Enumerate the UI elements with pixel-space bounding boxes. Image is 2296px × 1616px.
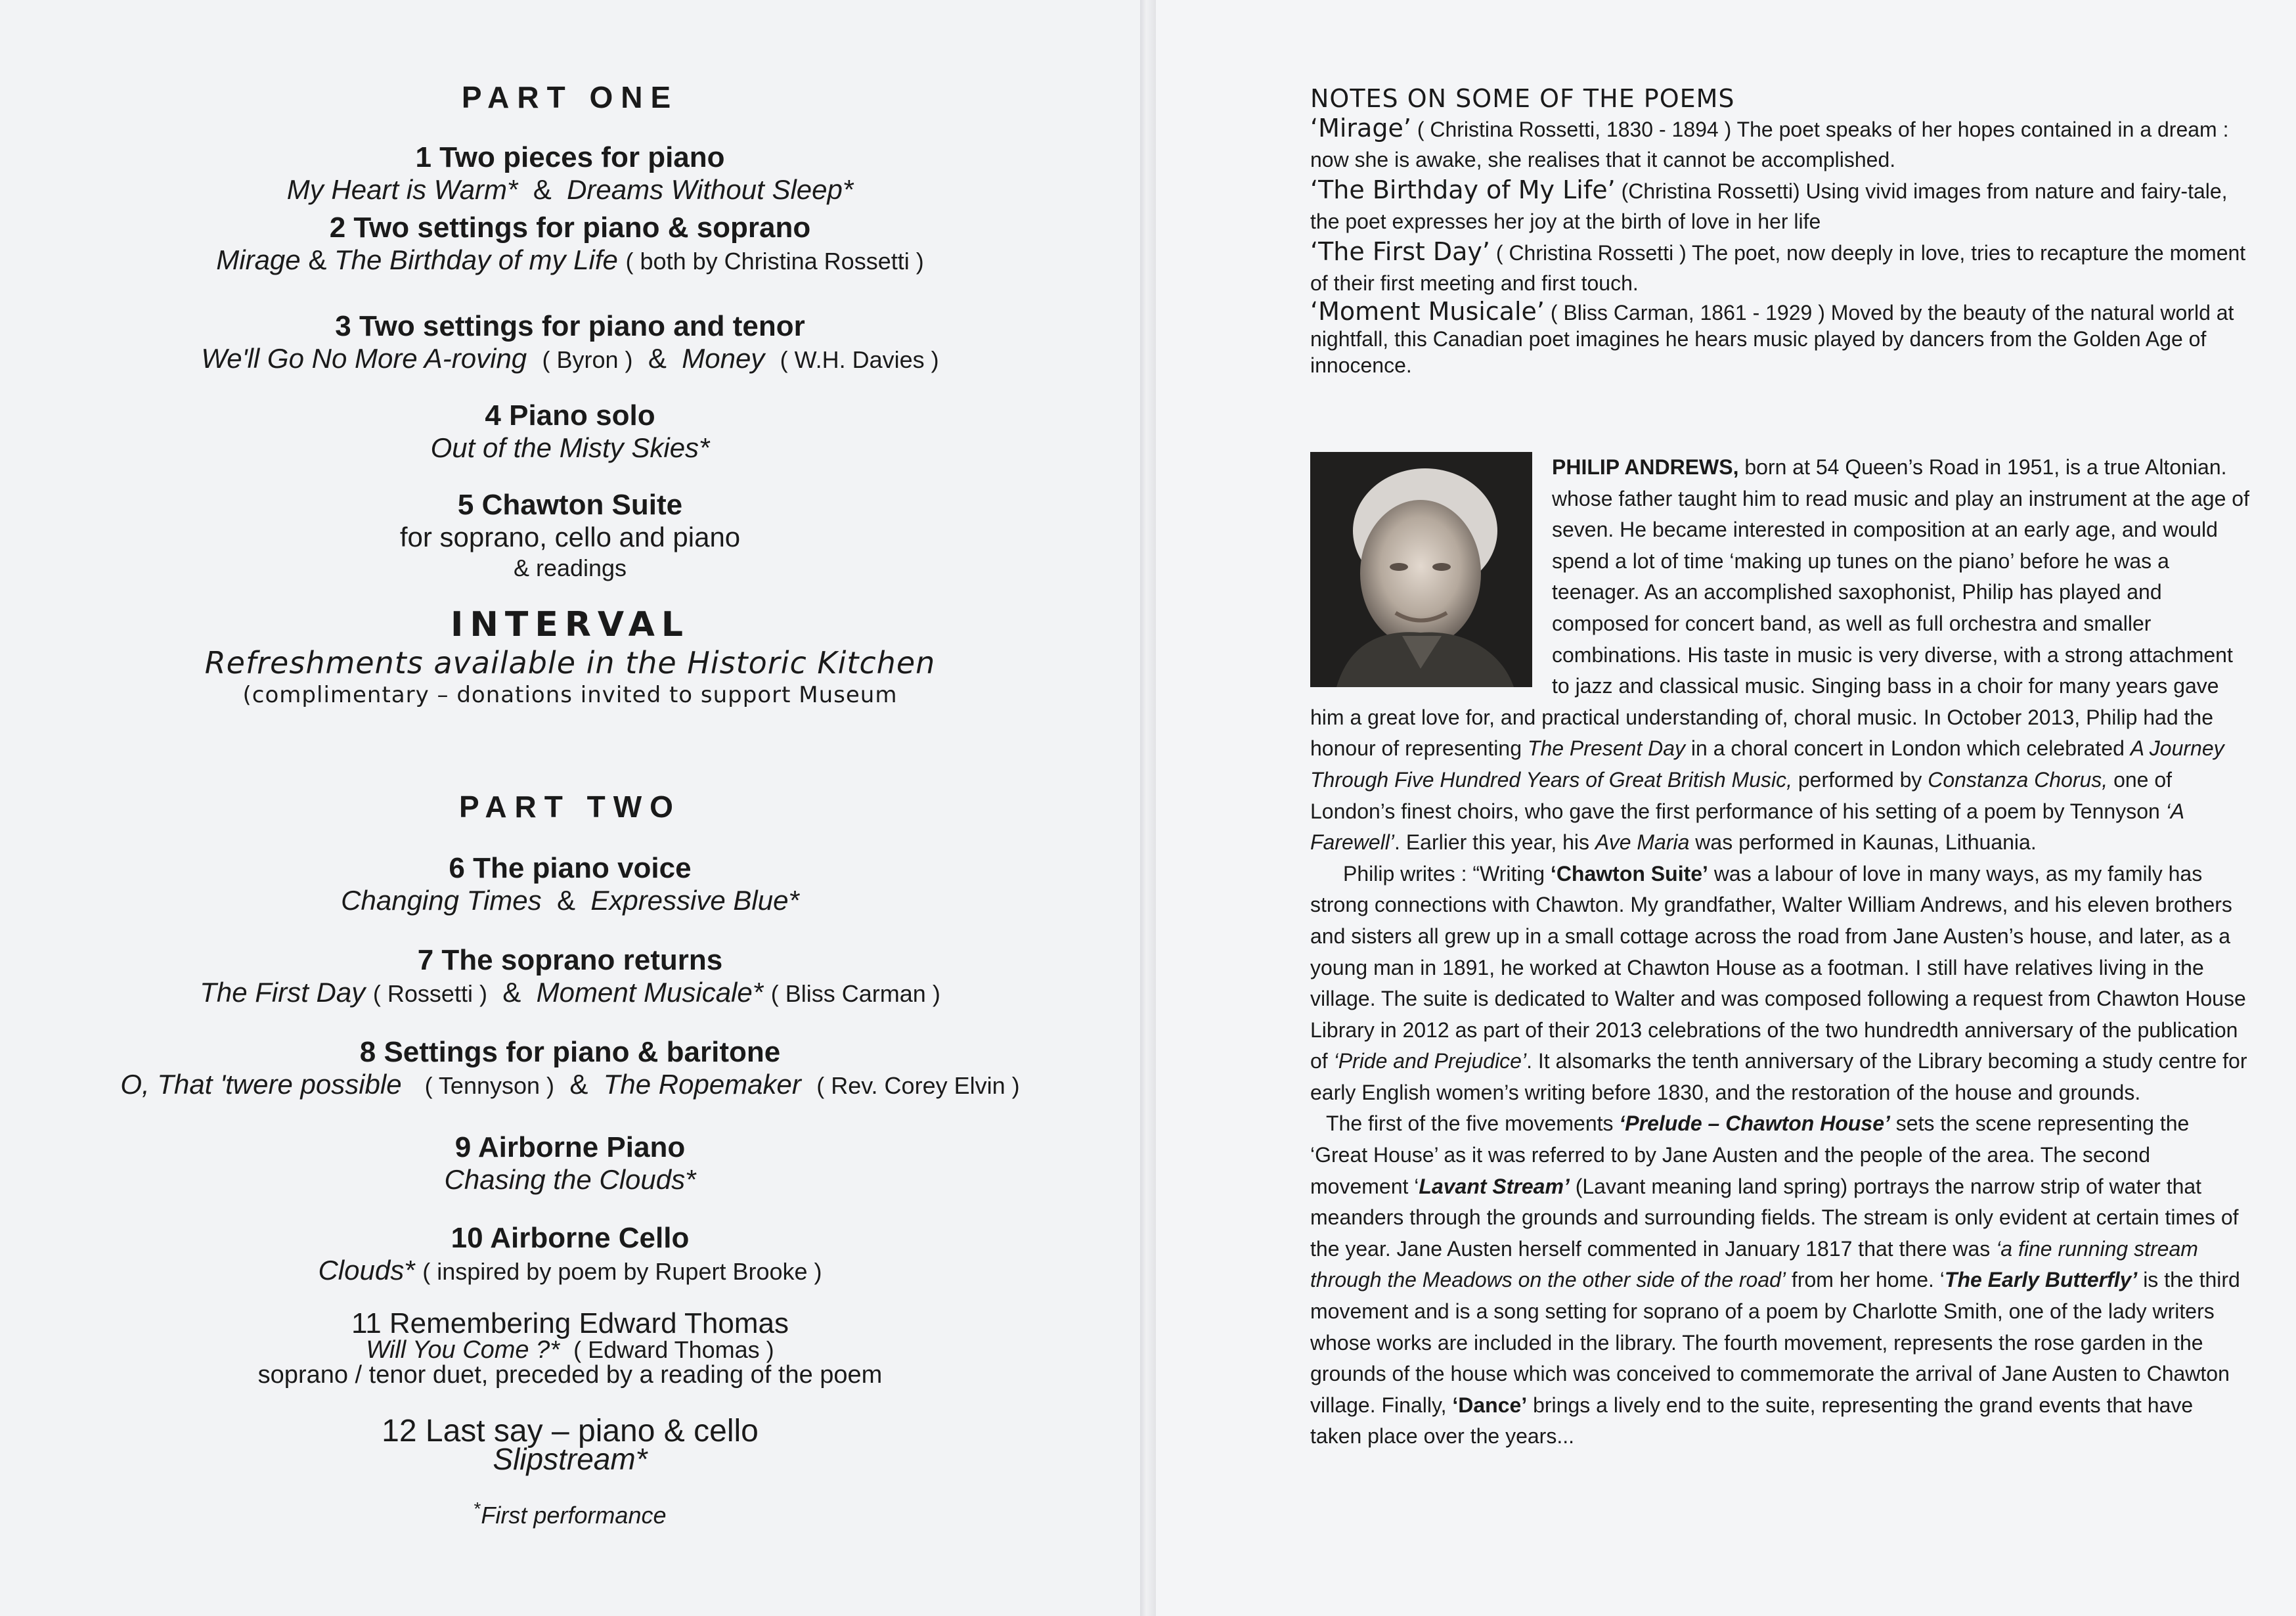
item-title: 3 Two settings for piano and tenor bbox=[335, 310, 805, 342]
piece-title: We'll Go No More A-roving bbox=[201, 342, 527, 374]
bio-text: performed by bbox=[1792, 767, 1928, 792]
page-gutter bbox=[1140, 0, 1156, 1616]
item-title: 12 Last say – piano & cello bbox=[382, 1414, 759, 1448]
refreshments-note: Refreshments available in the Historic Kitchen bbox=[204, 645, 936, 681]
bio-text: one of London’s finest choirs, who gave the first performance of his setting of a poem by Tennyson bbox=[1310, 767, 2173, 823]
bio-text: was a labour of love in many ways, as my family has strong connections with Chawton. My grandfather, Walter William Andrews, and his eleven brothers and sisters all grew up in a small cottage across the road from Jane Austen’s house, and later, as a young man in 1891, he worked at Chawton House as a footman. I still have relatives living in the village. The suite is dedicated to Walter and was composed following a request from Chawton House Library in 2012 as part of their 2013 celebrations of the two hundredth anniversary of the publication of bbox=[1310, 861, 2246, 1073]
item-10 bbox=[0, 1221, 1140, 1287]
piece-title: The Birthday of my Life bbox=[334, 244, 618, 275]
ampersand: & bbox=[502, 976, 521, 1008]
item-title: 2 Two settings for piano & soprano bbox=[329, 212, 811, 244]
item-title: 9 Airborne Piano bbox=[454, 1131, 686, 1163]
bio-paragraph-2 bbox=[1310, 859, 2249, 1109]
poet-note: ( both by Christina Rossetti ) bbox=[625, 247, 924, 275]
note-text: ( Christina Rossetti ) The poet, now deeply in love, tries to recapture the moment of their first meeting and first touch. bbox=[1310, 241, 2246, 295]
bio-paragraph-3 bbox=[1310, 1108, 2249, 1452]
bio-emphasis: ‘Pride and Prejudice’ bbox=[1333, 1049, 1527, 1073]
poem-title: ‘The First Day’ bbox=[1310, 237, 1490, 266]
bio-text: from her home. ‘ bbox=[1786, 1268, 1945, 1292]
bio-text: Philip writes : “Writing bbox=[1343, 861, 1551, 886]
poet-note: ( W.H. Davies ) bbox=[780, 346, 939, 373]
item-6 bbox=[0, 851, 1140, 917]
composer-photo bbox=[1310, 452, 1532, 687]
footnote bbox=[0, 1498, 1140, 1530]
performance-note: soprano / tenor duet, preceded by a reading of the poem bbox=[257, 1361, 883, 1389]
note-moment-musicale bbox=[1310, 298, 2249, 378]
poet-note: ( Tennyson ) bbox=[424, 1071, 555, 1099]
part-two-heading: PART TWO bbox=[459, 790, 681, 824]
composer-biography bbox=[1310, 452, 2249, 1452]
item-title: 6 The piano voice bbox=[449, 852, 692, 884]
piece-title: Dreams Without Sleep* bbox=[567, 173, 854, 205]
bio-emphasis: ‘Chawton Suite’ bbox=[1550, 861, 1708, 886]
part-one-heading: PART ONE bbox=[461, 80, 679, 114]
bio-emphasis: Ave Maria bbox=[1595, 830, 1690, 855]
note-birthday bbox=[1310, 175, 2249, 236]
composer-name: PHILIP ANDREWS, bbox=[1552, 455, 1739, 479]
item-title: 10 Airborne Cello bbox=[451, 1222, 690, 1254]
piece-title: Clouds* bbox=[318, 1254, 415, 1286]
ampersand: & bbox=[648, 342, 667, 374]
poet-note: ( Byron ) bbox=[542, 346, 633, 373]
item-11 bbox=[0, 1306, 1140, 1390]
donations-note: (complimentary – donations invited to support Museum bbox=[242, 681, 898, 708]
item-3 bbox=[0, 309, 1140, 375]
piece-title: Slipstream* bbox=[493, 1441, 648, 1476]
instrumentation: for soprano, cello and piano bbox=[399, 521, 741, 552]
asterisk: * bbox=[474, 1498, 481, 1519]
item-9 bbox=[0, 1130, 1140, 1196]
bio-emphasis: ‘Prelude – Chawton House’ bbox=[1619, 1111, 1890, 1136]
bio-text: The first of the five movements bbox=[1326, 1111, 1620, 1136]
notes-section bbox=[1310, 84, 2249, 378]
bio-text: was performed in Kaunas, Lithuania. bbox=[1689, 830, 2037, 855]
note-text: (Christina Rossetti) Using vivid images from nature and fairy-tale, the poet expresses her joy at the birth of love in her life bbox=[1310, 179, 2228, 233]
item-title: 5 Chawton Suite bbox=[457, 489, 683, 521]
bio-text: sets the scene representing the ‘Great House’ as it was referred to by Jane Austen and the people of the area. The second movement ‘ bbox=[1310, 1111, 2190, 1198]
bio-emphasis: ‘a fine running stream through the Meadows on the other side of the road’ bbox=[1310, 1236, 2198, 1292]
ampersand: & bbox=[308, 244, 327, 275]
poem-title: ‘Moment Musicale’ bbox=[1310, 297, 1545, 326]
item-title: 1 Two pieces for piano bbox=[415, 141, 725, 173]
ampersand: & bbox=[556, 884, 575, 916]
ampersand: & bbox=[533, 173, 552, 205]
piece-title: Chasing the Clouds* bbox=[444, 1163, 696, 1195]
piece-title: Will You Come ?* bbox=[366, 1335, 560, 1364]
piece-title: The Ropemaker bbox=[603, 1068, 801, 1100]
piece-title: O, That 'twere possible bbox=[120, 1068, 402, 1100]
note-text: ( Christina Rossetti, 1830 - 1894 ) The poet speaks of her hopes contained in a dream : now she is awake, she realises that it cannot be accomplished. bbox=[1310, 118, 2229, 171]
item-4 bbox=[0, 398, 1140, 464]
piece-title: Moment Musicale* bbox=[536, 976, 764, 1008]
item-8 bbox=[0, 1035, 1140, 1101]
item-title: 4 Piano solo bbox=[485, 399, 655, 432]
piece-title: My Heart is Warm* bbox=[286, 173, 518, 205]
poem-title: ‘The Birthday of My Life’ bbox=[1310, 175, 1616, 204]
piece-title: Out of the Misty Skies* bbox=[430, 432, 710, 463]
item-2 bbox=[0, 210, 1140, 277]
bio-emphasis: Lavant Stream’ bbox=[1419, 1174, 1570, 1198]
bio-emphasis: Constanza Chorus, bbox=[1928, 767, 2108, 792]
item-12 bbox=[0, 1412, 1140, 1477]
bio-text: brings a lively end to the suite, representing the grand events that have taken place over the years... bbox=[1310, 1393, 2194, 1448]
poet-note: ( inspired by poem by Rupert Brooke ) bbox=[422, 1257, 822, 1285]
bio-emphasis: ‘A Farewell’ bbox=[1310, 799, 2184, 855]
notes-heading: NOTES ON SOME OF THE POEMS bbox=[1310, 84, 1735, 113]
bio-text: . It alsomarks the tenth anniversary of the Library becoming a study centre for early English women’s writing before 1830, and the restoration of the house and grounds. bbox=[1310, 1049, 2247, 1104]
ampersand: & bbox=[569, 1068, 588, 1100]
bio-text: is the third movement and is a song setting for soprano of a poem by Charlotte Smith, one of the lady writers whose works are included in the library. The fourth movement, represents the rose garden in the grounds of the house which was conceived to commemorate the arrival of Jane Austen to Chawton village. Finally, bbox=[1310, 1268, 2240, 1417]
piece-title: The First Day bbox=[200, 976, 366, 1008]
piece-title: Money bbox=[682, 342, 765, 374]
poet-note: ( Rev. Corey Elvin ) bbox=[816, 1071, 1020, 1099]
poet-note: ( Bliss Carman ) bbox=[770, 979, 940, 1007]
poem-title: ‘Mirage’ bbox=[1310, 114, 1411, 143]
bio-text: (Lavant meaning land spring) portrays the narrow strip of water that meanders through the grounds and surrounding fields. The stream is only evident at certain times of the year. Jane Austen herself commented in January 1817 that there was bbox=[1310, 1174, 2239, 1261]
interval-heading: INTERVAL bbox=[451, 605, 690, 644]
readings-note: & readings bbox=[513, 554, 627, 581]
piece-title: Mirage bbox=[216, 244, 301, 275]
item-1 bbox=[0, 140, 1140, 206]
note-first-day bbox=[1310, 236, 2249, 298]
portrait-image bbox=[1310, 452, 1532, 687]
poet-note: ( Rossetti ) bbox=[372, 979, 487, 1007]
bio-text: born at 54 Queen’s Road in 1951, is a true Altonian. whose father taught him to read music and play an instrument at the age of seven. He became interested in composition at an early age, and would spend a lot of time ‘making up tunes on the piano’ before he was a teenager. As an accomplished saxophonist, Philip has played and composed for concert band, as well as full orchestra and smaller combinations. His taste in music is very diverse, with a strong attachment to jazz and classical music. Singing bass in a choir for many years gave him a great love for, and practical understanding of, choral music. In October 2013, Philip had the honour of representing bbox=[1310, 455, 2249, 761]
note-text: ( Bliss Carman, 1861 - 1929 ) Moved by the beauty of the natural world at nightfall, this Canadian poet imagines he hears music played by dancers from the Golden Age of innocence. bbox=[1310, 301, 2234, 377]
piece-title: Changing Times bbox=[341, 884, 542, 916]
bio-text: . Earlier this year, his bbox=[1394, 830, 1595, 855]
interval-section bbox=[0, 604, 1140, 709]
item-title: 11 Remembering Edward Thomas bbox=[351, 1307, 789, 1339]
item-title: 7 The soprano returns bbox=[417, 944, 723, 976]
poet-note: ( Edward Thomas ) bbox=[573, 1335, 774, 1363]
item-5 bbox=[0, 487, 1140, 583]
bio-emphasis: ‘Dance’ bbox=[1452, 1393, 1528, 1417]
bio-emphasis: The Early Butterfly’ bbox=[1944, 1268, 2138, 1292]
piece-title: Expressive Blue* bbox=[590, 884, 799, 916]
bio-text: in a choral concert in London which celebrated bbox=[1685, 736, 2130, 761]
item-7 bbox=[0, 943, 1140, 1009]
bio-emphasis: The Present Day bbox=[1527, 736, 1685, 761]
note-mirage bbox=[1310, 113, 2249, 175]
item-title: 8 Settings for piano & baritone bbox=[359, 1036, 781, 1068]
footnote-text: First performance bbox=[481, 1502, 667, 1529]
bio-emphasis: A Journey Through Five Hundred Years of Great British Music, bbox=[1310, 736, 2224, 792]
